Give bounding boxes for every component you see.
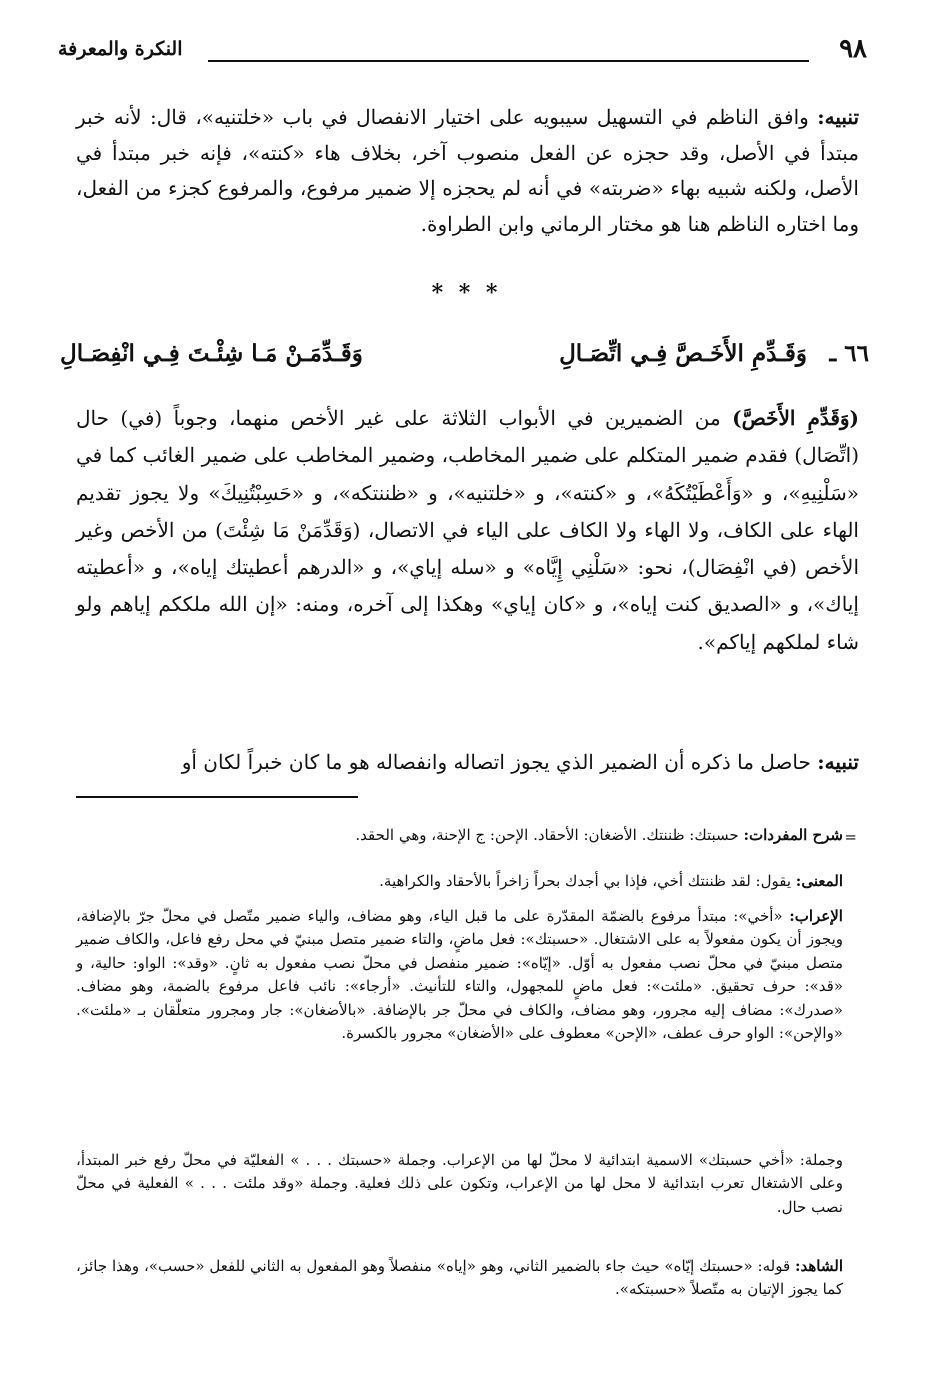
footnote-divider — [76, 796, 358, 798]
note-text: وافق الناظم في التسهيل سيبويه على اختيار الانفصال في باب «خلتنيه»، قال: لأنه خبر مبتدأ في الأصل، وقد حجزه عن الفعل منصوب آخر، بخلاف هاء «كنته»، فإنه خبر مبتدأ في الأصل، ولكنه شبيه بهاء «ضربته» في أنه لم يحجزه إلا ضمير مرفوع، والمرفوع كجزء من الفعل، وما اختاره الناظم هنا هو مختار الرماني وابن الطراوة. — [76, 105, 859, 236]
commentary-lead: (وَقَدِّمِ الأَخَصَّ) — [732, 406, 860, 430]
commentary-text: من الضميرين في الأبواب الثلاثة على غير الأخص منهما، وجوباً (في) حال (اتِّصَال) فقدم ضمير المتكلم على ضمير المخاطب، وضمير المخاطب على ضمير الغائب كما في «سَلْنِيهِ»، و «وَأَعْطَيْتُكَهُ»، و «كنته»، و «خلتنيه»، و «ظننتكه»، و «حَسِبْتُنِيكَ» ولا يجوز تقديم الهاء على الكاف، ولا الهاء ولا الكاف على الياء في الاتصال، (وَقَدِّمَنْ مَا شِئْتَ) من الأخص وغير الأخص (في انْفِصَال)، نحو: «سَلْنِي إِيَّاه» و «سله إياي»، و «الدرهم أعطيتك إياه»، و «أعطيته إياك»، و «الصديق كنت إياه»، و «كان إياي» وهكذا إلى آخره، ومنه: «إن الله ملككم إياهم ولو شاء لملكهم إياكم». — [76, 406, 860, 654]
evidence-label: الشاهد: — [794, 1257, 843, 1275]
note-label: تنبيه: — [817, 105, 860, 129]
page-header — [58, 34, 867, 74]
evidence-text: قوله: «حسبتك إيّاه» حيث جاء بالضمير الثاني، وهو «إياه» منفصلاً وهو المفعول به الثاني للفعل «حسب»، وهذا جائز، كما يجوز الإتيان به متّصلاً «حسبتكه». — [76, 1257, 843, 1299]
footnote-sentences — [76, 1149, 843, 1219]
note-text-2: حاصل ما ذكره أن الضمير الذي يجوز اتصاله وانفصاله هو ما كان خبراً لكان أو — [181, 750, 811, 774]
note-paragraph — [76, 100, 859, 242]
footnote-grammar — [76, 905, 843, 1045]
grammar-label: الإعراب: — [789, 907, 843, 925]
verse-line — [60, 340, 869, 382]
page-number: ٩٨ — [839, 34, 867, 64]
verse-first-hemistich: وَقَـدِّمِ الأَخَـصَّ فِـي اتِّصَـالِ — [559, 340, 807, 367]
verse-number: ٦٦ ـ — [829, 340, 869, 367]
verse-second-hemistich: وَقَـدِّمَـنْ مَـا شِئْـتَ فِـي انْفِصَـالِ — [60, 340, 363, 367]
continuation-marker: = — [844, 828, 857, 846]
meaning-text: يقول: لقد ظننتك أخي، فإذا بي أجدك بحراً زاخراً بالأحقاد والكراهية. — [379, 872, 791, 890]
grammar-text: «أخي»: مبتدأ مرفوع بالضمّة المقدّرة على ما قبل الياء، وهو مضاف، والياء ضمير متّصل في محلّ جرّ بالإضافة، ويجوز أن يكون مفعولاً به على الاشتغال. «حسبتك»: فعل ماضٍ، والتاء ضمير متصل مبنيّ في محل رفع فاعل، والكاف ضمير متصل مبنيّ في محلّ نصب مفعول به أوّل. «إيّاه»: ضمير منفصل في محلّ نصب مفعول به ثانٍ. «وقد»: الواو: حالية، و «قد»: حرف تحقيق. «ملئت»: فعل ماضٍ للمجهول، والتاء للتأنيث. «أرجاء»: نائب فاعل مرفوع بالضمة، وهو مضاف. «صدرك»: مضاف إليه مجرور، وهو مضاف، والكاف في محلّ جر بالإضافة. «بالأضغان»: جار ومجرور متعلّقان بـ «ملئت». «والإحن»: الواو حرف عطف، «الإحن» معطوف على «الأضغان» مجرور بالكسرة. — [76, 907, 843, 1043]
meaning-label: المعنى: — [795, 872, 843, 890]
note-label-2: تنبيه: — [817, 750, 859, 774]
commentary-paragraph — [76, 400, 859, 661]
vocabulary-label: شرح المفردات: — [743, 826, 843, 844]
vocabulary-text: حسبتك: ظننتك. الأضغان: الأحقاد. الإحن: ج الإحنة، وهي الحقد. — [355, 826, 739, 844]
note-paragraph-2 — [76, 745, 859, 781]
footnote-vocabulary — [76, 824, 843, 847]
section-separator: * * * — [431, 280, 502, 306]
footnote-evidence — [76, 1255, 843, 1302]
header-rule — [208, 60, 809, 62]
footnote-meaning — [76, 870, 843, 893]
running-title: النكرة والمعرفة — [58, 38, 183, 60]
sentences-text: وجملة: «أخي حسبتك» الاسمية ابتدائية لا محلّ لها من الإعراب. وجملة «حسبتك . . . » الفعليّة في محلّ رفع خبر المبتدأ، وعلى الاشتغال تعرب ابتدائية لا محل لها من الإعراب، وتكون على ذلك فعلية. وجملة «وقد ملئت . . . » الفعلية في محلّ نصب حال. — [76, 1151, 843, 1216]
